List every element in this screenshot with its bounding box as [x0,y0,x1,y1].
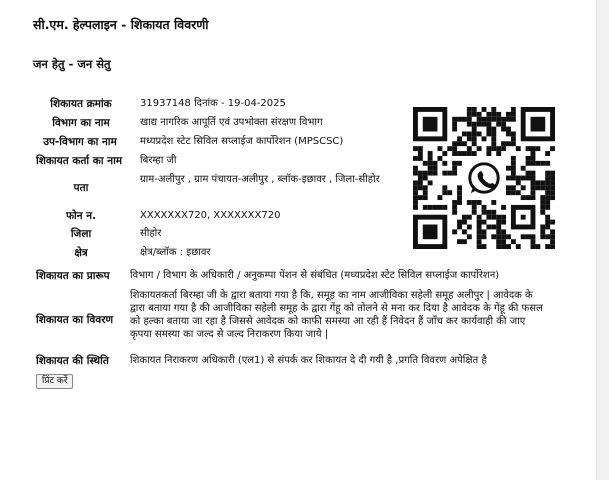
complaint-number-value: 31937148 दिनांक - 19-04-2025 [140,98,286,109]
subdepartment-label: उप-विभाग का नाम [43,136,117,148]
tagline: जन हेतु - जन सेतु [33,57,111,71]
print-button[interactable]: प्रिंट करें [36,374,73,389]
address-label: पता [73,182,89,194]
complaint-number-label: शिकायत क्रमांक [50,98,112,110]
format-label: शिकायत का प्रारूप [36,270,110,282]
area-value: क्षेत्र/ब्लॉक : इछावर [140,247,211,258]
district-label: जिला [70,228,92,240]
status-label: शिकायत की स्थिति [36,355,109,367]
department-label: विभाग का नाम [52,117,110,129]
phone-label: फोन न. [65,210,97,222]
qr-code [413,107,555,249]
address-value: ग्राम-अलीपुर , ग्राम पंचायत-अलीपुर , ब्लॉक-इछावर , जिला-सीहोर [140,174,380,185]
format-value: विभाग / विभाग के अधिकारी / अनुकम्पा पेंशन से संबंधित (मध्यप्रदेश स्टेट सिविल सप्लाईज कार्पोरेशन) [130,270,500,281]
status-value: शिकायत निराकरण अधिकारी (एल1) से संपर्क कर शिकायत दे दी गयी है ,प्रगति विवरण अपेक्षित है [130,355,487,366]
district-value: सीहोर [140,228,162,239]
detail-label: शिकायत का विवरण [36,314,114,326]
subdepartment-value: मध्यप्रदेश स्टेट सिविल सप्लाईज कार्पोरेशन (MPSCSC) [140,136,344,147]
department-value: खाद्य नागरिक आपूर्ति एवं उपभोक्ता संरक्षण विभाग [140,117,323,128]
phone-value: XXXXXXX720, XXXXXXX720 [140,210,281,221]
window-scroll-edge [596,0,609,480]
page-title: सी.एम. हेल्पलाइन - शिकायत विवरणी [33,17,209,32]
area-label: क्षेत्र [74,247,88,259]
complainant-value: बिरम्हा जी [140,155,177,166]
detail-value: शिकायतकर्ता बिरम्हा जी के द्वारा बताया गया है कि, समूह का नाम आजीविका सहेली समूह अलीपुर | आवेदक के द्वारा बताया गया है की आजीविका सहेली समूह के द्वारा गेंहू को तोलने से मना कर दिया है आवेदक के गेंहू की फसल को हल्का बताया जा रहा है जिससे आवेदक को काफी समस्या आ रही हैं निवेदन हैं जाँच कर कार्यवाही की जाए कृपया समस्या का जल्द से जल्द निराकरण किया जाये | [130,290,543,340]
complainant-label: शिकायत कर्ता का नाम [36,155,123,167]
whatsapp-icon [466,160,501,195]
